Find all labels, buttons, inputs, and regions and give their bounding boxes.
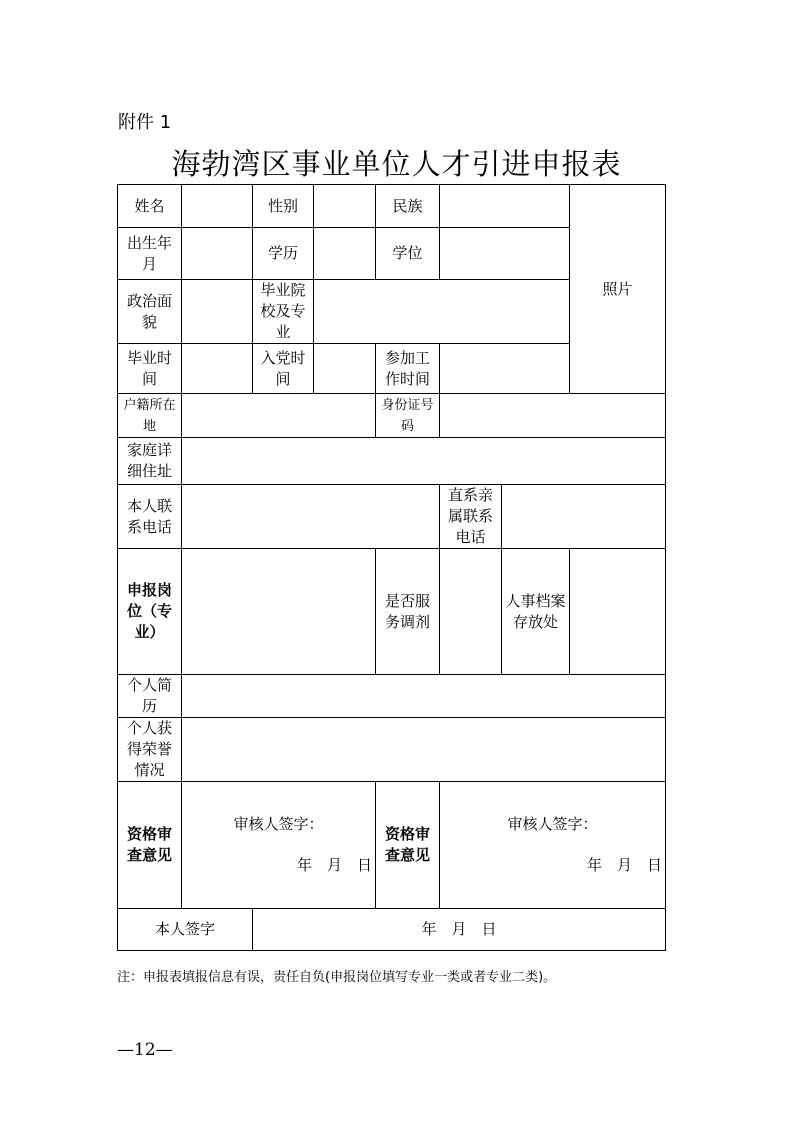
label-id-number: 身份证号码 [376, 394, 440, 438]
label-ethnicity: 民族 [376, 185, 440, 228]
label-party-time: 入党时间 [253, 344, 314, 394]
field-ethnicity[interactable] [440, 185, 570, 228]
field-resume[interactable] [182, 675, 666, 718]
label-grad-time: 毕业时间 [118, 344, 182, 394]
field-birth[interactable] [182, 228, 253, 280]
field-political[interactable] [182, 280, 253, 344]
field-address[interactable] [182, 438, 666, 485]
field-id-number[interactable] [440, 394, 666, 438]
field-adjust[interactable] [440, 549, 502, 675]
label-resume: 个人简历 [118, 675, 182, 718]
label-adjust: 是否服务调剂 [376, 549, 440, 675]
label-degree: 学位 [376, 228, 440, 280]
field-degree[interactable] [440, 228, 570, 280]
label-review-2: 资格审查意见 [376, 782, 440, 909]
review-2-sign-area[interactable] [440, 782, 666, 909]
field-school-major[interactable] [314, 280, 570, 344]
label-archive: 人事档案存放处 [502, 549, 570, 675]
label-birth: 出生年月 [118, 228, 182, 280]
review-1-sign-area[interactable] [182, 782, 376, 909]
label-education: 学历 [253, 228, 314, 280]
field-party-time[interactable] [314, 344, 376, 394]
application-form-table [117, 184, 666, 951]
label-phone: 本人联系电话 [118, 485, 182, 549]
label-honors: 个人获得荣誉情况 [118, 718, 182, 782]
label-work-time: 参加工作时间 [376, 344, 440, 394]
self-sign-date[interactable]: 年 月 日 [253, 909, 666, 951]
review-1-date: 年 月 日 [296, 856, 372, 874]
field-name[interactable] [182, 185, 253, 228]
reviewer-sign-label-1: 审核人签字： [233, 815, 324, 833]
footnote: 注：申报表填报信息有误，责任自负(申报岗位填写专业一类或者专业二类)。 [117, 970, 557, 985]
label-photo: 照片 [602, 279, 633, 298]
field-work-time[interactable] [440, 344, 570, 394]
field-gender[interactable] [314, 185, 376, 228]
label-school-major: 毕业院校及专业 [253, 280, 314, 344]
field-education[interactable] [314, 228, 376, 280]
reviewer-sign-label-2: 审核人签字： [507, 815, 598, 833]
photo-box[interactable] [570, 185, 666, 394]
field-phone[interactable] [182, 485, 440, 549]
label-gender: 性别 [253, 185, 314, 228]
field-honors[interactable] [182, 718, 666, 782]
label-self-sign: 本人签字 [118, 909, 253, 951]
field-archive[interactable] [570, 549, 666, 675]
label-review-1: 资格审查意见 [118, 782, 182, 909]
label-relative-phone: 直系亲属联系电话 [440, 485, 502, 549]
label-position: 申报岗位（专业） [118, 549, 182, 675]
page-number: —12— [117, 1040, 173, 1060]
label-name: 姓名 [118, 185, 182, 228]
field-relative-phone[interactable] [502, 485, 666, 549]
field-position[interactable] [182, 549, 376, 675]
label-political: 政治面貌 [118, 280, 182, 344]
form-title: 海勃湾区事业单位人才引进申报表 [171, 147, 622, 181]
field-household[interactable] [182, 394, 376, 438]
label-household: 户籍所在地 [118, 394, 182, 438]
label-address: 家庭详细住址 [118, 438, 182, 485]
review-2-date: 年 月 日 [586, 856, 662, 874]
field-grad-time[interactable] [182, 344, 253, 394]
attachment-label: 附件 1 [118, 112, 172, 133]
